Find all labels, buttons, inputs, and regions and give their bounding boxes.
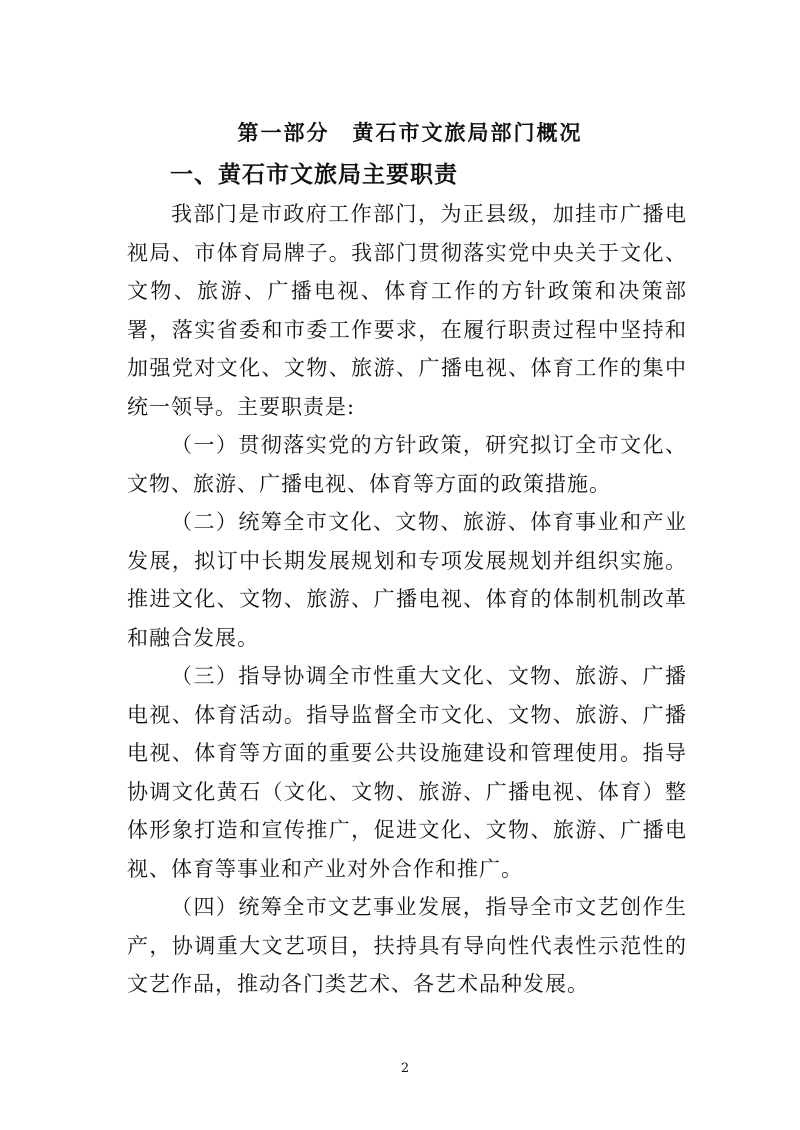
section-heading: 一、黄石市文旅局主要职责 — [170, 162, 458, 188]
duty-item-4: （四）统筹全市文艺事业发展，指导全市文艺创作生产，协调重大文艺项目，扶持具有导向性代表性示范性的文艺作品，推动各门类艺术、各艺术品种发展。 — [127, 895, 687, 996]
duty-item-3: （三）指导协调全市性重大文化、文物、旅游、广播电视、体育活动。指导监督全市文化、文物、旅游、广播电视、体育等方面的重要公共设施建设和管理使用。指导协调文化黄石（文化、文物、旅游、广播电视、体育）整体形象打造和宣传推广，促进文化、文物、旅游、广播电视、体育等事业和产业对外合作和推广。 — [127, 664, 687, 881]
intro-paragraph: 我部门是市政府工作部门，为正县级，加挂市广播电视局、市体育局牌子。我部门贯彻落实党中央关于文化、文物、旅游、广播电视、体育工作的方针政策和决策部署，落实省委和市委工作要求，在履行职责过程中坚持和加强党对文化、文物、旅游、广播电视、体育工作的集中统一领导。主要职责是: — [127, 202, 687, 419]
duty-item-1: （一）贯彻落实党的方针政策，研究拟订全市文化、文物、旅游、广播电视、体育等方面的政策措施。 — [127, 433, 687, 496]
part-title: 第一部分 黄石市文旅局部门概况 — [237, 120, 583, 145]
page-number: 2 — [400, 1061, 410, 1076]
duty-item-2: （二）统筹全市文化、文物、旅游、体育事业和产业发展，拟订中长期发展规划和专项发展规划并组织实施。推进文化、文物、旅游、广播电视、体育的体制机制改革和融合发展。 — [127, 510, 687, 650]
